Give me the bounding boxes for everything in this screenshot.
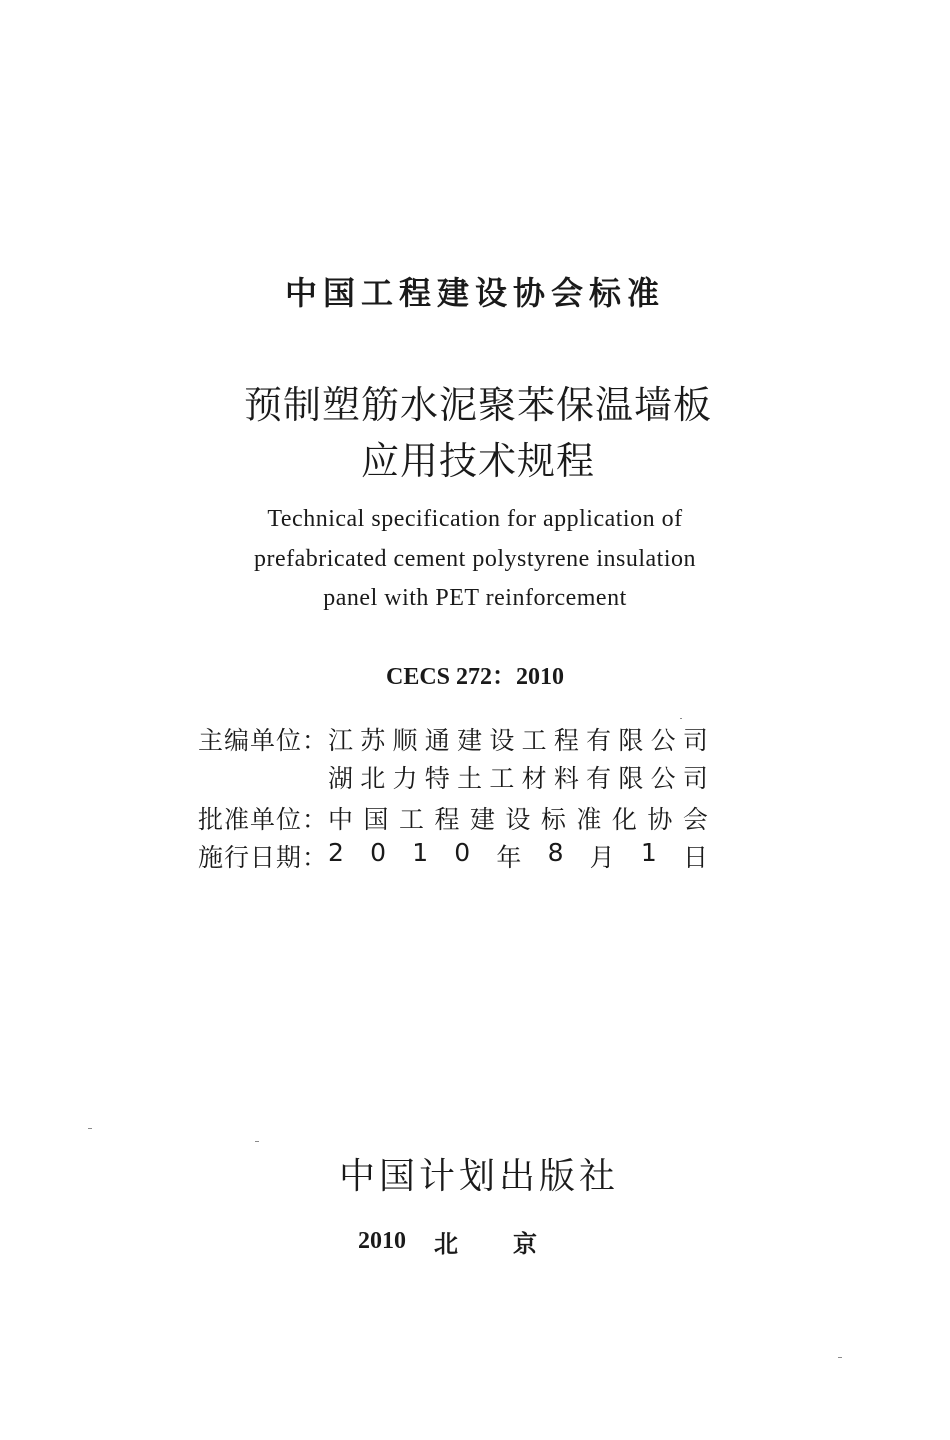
info-char: 限	[618, 764, 644, 793]
standard-code: CECS 272：2010	[385, 664, 565, 690]
info-char: 工	[489, 764, 515, 793]
editor-2-value	[328, 759, 708, 795]
effective-date-value	[328, 838, 708, 874]
title-english-line-1: Technical specification for application of	[267, 506, 683, 532]
info-char: 化	[611, 805, 637, 834]
info-char: 协	[647, 805, 673, 834]
info-char: 8	[547, 838, 564, 867]
title-chinese-line-2: 应用技术规程	[360, 439, 595, 483]
info-char: 料	[553, 764, 579, 793]
editor-row-1	[198, 721, 708, 757]
info-char: 有	[586, 764, 612, 793]
info-char: 苏	[360, 726, 386, 755]
info-char: 国	[363, 805, 389, 834]
effective-date-row	[198, 838, 708, 874]
publisher: 中国计划出版社	[338, 1156, 619, 1197]
info-char: 设	[489, 726, 515, 755]
info-char: 准	[576, 805, 602, 834]
editor-label: 主编单位：	[198, 726, 329, 755]
scan-speck	[88, 1128, 92, 1129]
info-char: 公	[650, 726, 676, 755]
approver-row	[198, 800, 708, 836]
info-char: 会	[682, 805, 708, 834]
approver-value	[328, 800, 708, 836]
info-char: 0	[454, 838, 471, 867]
info-char: 0	[370, 838, 386, 867]
editor-1-value	[328, 721, 708, 757]
info-char: 公	[650, 764, 676, 793]
scan-speck	[255, 1141, 259, 1142]
info-char: 工	[521, 726, 547, 755]
info-char: 土	[457, 764, 483, 793]
info-char: 北	[360, 764, 386, 793]
info-char: 通	[424, 726, 450, 755]
info-char: 建	[457, 726, 483, 755]
info-char: 特	[424, 764, 450, 793]
info-char: 司	[682, 726, 708, 755]
info-char: 材	[521, 764, 547, 793]
info-char: 年	[496, 843, 522, 872]
info-char: 2	[328, 838, 344, 867]
info-char: 建	[469, 805, 495, 834]
info-char: 1	[640, 838, 657, 867]
editor-row-2	[198, 759, 708, 795]
title-chinese-line-1: 预制塑筋水泥聚苯保温墙板	[243, 383, 712, 427]
series-title: 中国工程建设协会标准	[284, 274, 665, 312]
info-char: 中	[328, 805, 354, 834]
title-english-line-3: panel with PET reinforcement	[323, 585, 627, 611]
effective-date-label: 施行日期：	[198, 843, 329, 872]
info-char: 设	[505, 805, 531, 834]
info-char: 标	[540, 805, 566, 834]
approver-label: 批准单位：	[198, 805, 329, 834]
info-char: 程	[434, 805, 460, 834]
info-char: 程	[553, 726, 579, 755]
info-char: 月	[589, 843, 615, 872]
imprint-city: 北京	[434, 1230, 592, 1258]
info-char: 工	[398, 805, 424, 834]
info-char: 顺	[392, 726, 418, 755]
info-char: 力	[392, 764, 418, 793]
info-char: 日	[682, 843, 708, 872]
info-char: 江	[328, 726, 354, 755]
info-char: 有	[586, 726, 612, 755]
scan-speck	[838, 1357, 842, 1358]
title-english-line-2: prefabricated cement polystyrene insulation	[253, 546, 696, 572]
info-char: 限	[618, 726, 644, 755]
scan-speck	[680, 718, 682, 719]
info-char: 司	[682, 764, 708, 793]
info-char: 湖	[328, 764, 354, 793]
info-char: 1	[412, 838, 429, 867]
imprint	[358, 1224, 592, 1259]
imprint-year: 2010	[358, 1228, 406, 1254]
